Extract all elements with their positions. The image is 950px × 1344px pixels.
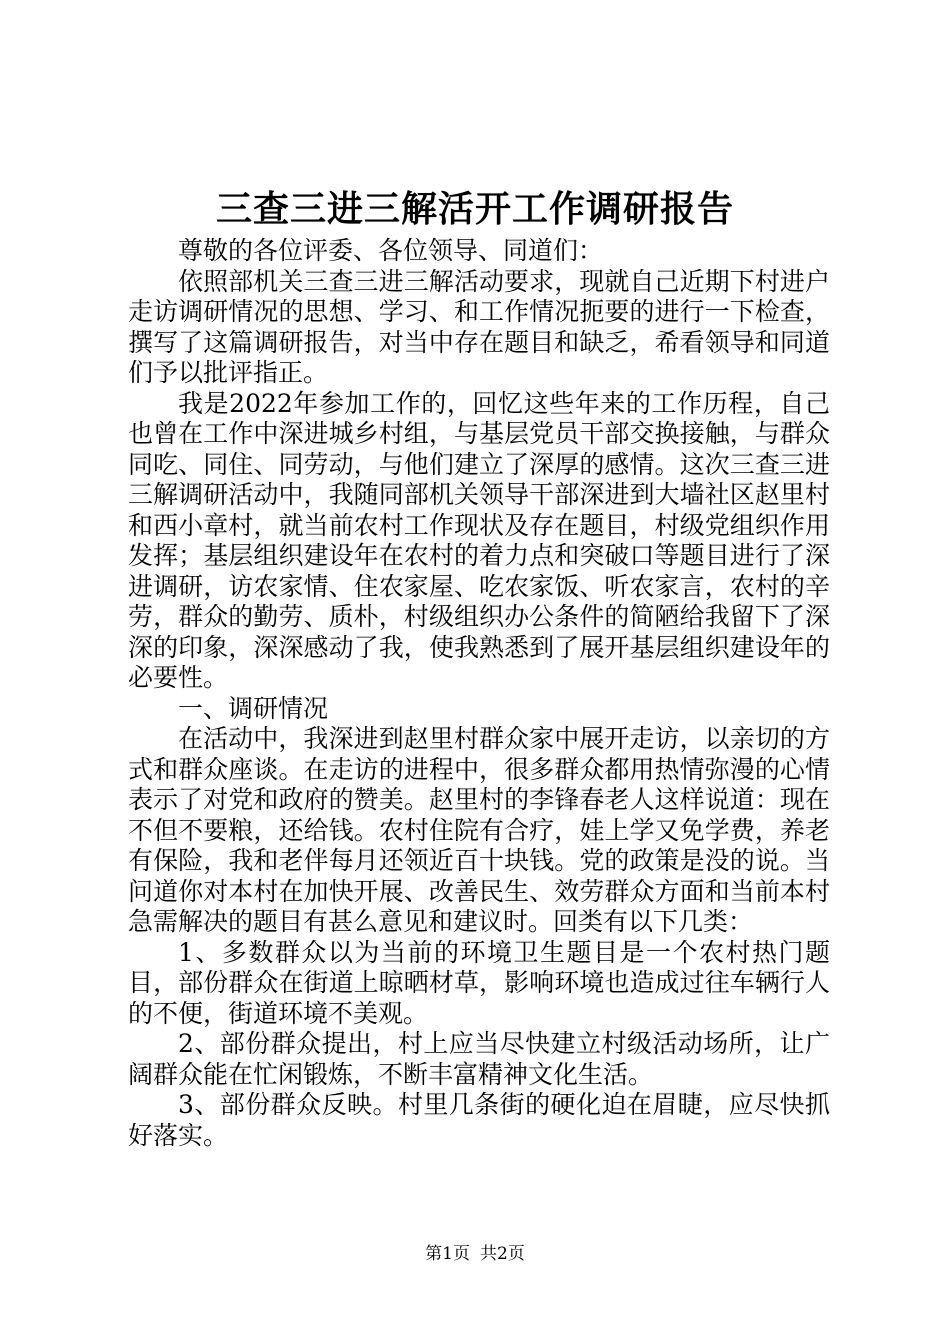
background-paragraph: 我是2022年参加工作的，回忆这些年来的工作历程，自己也曾在工作中深进城乡村组，与基层党员干部交换接触，与群众同吃、同住、同劳动，与他们建立了深厚的感情。这次三查三进三解调研活动中，我随同部机关领导干部深进到大墙社区赵里村和西小章村，就当前农村工作现状及存在题目，村级党组织作用发挥；基层组织建设年在农村的着力点和突破口等题目进行了深进调研，访农家情、住农家屋、吃农家饭、听农家言，农村的辛劳，群众的勤劳、质朴，村级组织办公条件的简陋给我留下了深深的印象，深深感动了我，使我熟悉到了展开基层组织建设年的必要性。 <box>128 388 830 692</box>
page-count: 共2页 <box>480 1244 525 1264</box>
list-item: 2、部份群众提出，村上应当尽快建立村级活动场所，让广阔群众能在忙闲锻炼，不断丰富精神文化生活。 <box>128 1029 830 1089</box>
salutation-paragraph: 尊敬的各位评委、各位领导、同道们： <box>178 236 604 265</box>
section-heading: 一、调研情况 <box>178 693 329 723</box>
document-title: 三查三进三解活开工作调研报告 <box>215 188 734 230</box>
page-number: 第1页 <box>425 1244 470 1264</box>
page-footer <box>0 1242 950 1266</box>
list-item: 3、部份群众反映。村里几条街的硬化迫在眉睫，应尽快抓好落实。 <box>128 1090 830 1150</box>
list-item: 1、多数群众以为当前的环境卫生题目是一个农村热门题目，部份群众在街道上晾晒材草，影响环境也造成过往车辆行人的不便，街道环境不美观。 <box>128 937 830 1028</box>
intro-paragraph: 依照部机关三查三进三解活动要求，现就自己近期下村进户走访调研情况的思想、学习、和工作情况扼要的进行一下检查，撰写了这篇调研报告，对当中存在题目和缺乏，希看领导和同道们予以批评指正。 <box>128 266 830 387</box>
document-body <box>128 236 830 1151</box>
survey-paragraph: 在活动中，我深进到赵里村群众家中展开走访，以亲切的方式和群众座谈。在走访的进程中，很多群众都用热情弥漫的心情表示了对党和政府的赞美。赵里村的李锋春老人这样说道：现在不但不要粮，还给钱。农村住院有合疗，娃上学又免学费，养老有保险，我和老伴每月还领近百十块钱。党的政策是没的说。当问道你对本村在加快开展、改善民生、效劳群众方面和当前本村急需解决的题目有甚么意见和建议时。回类有以下几类： <box>128 724 830 936</box>
